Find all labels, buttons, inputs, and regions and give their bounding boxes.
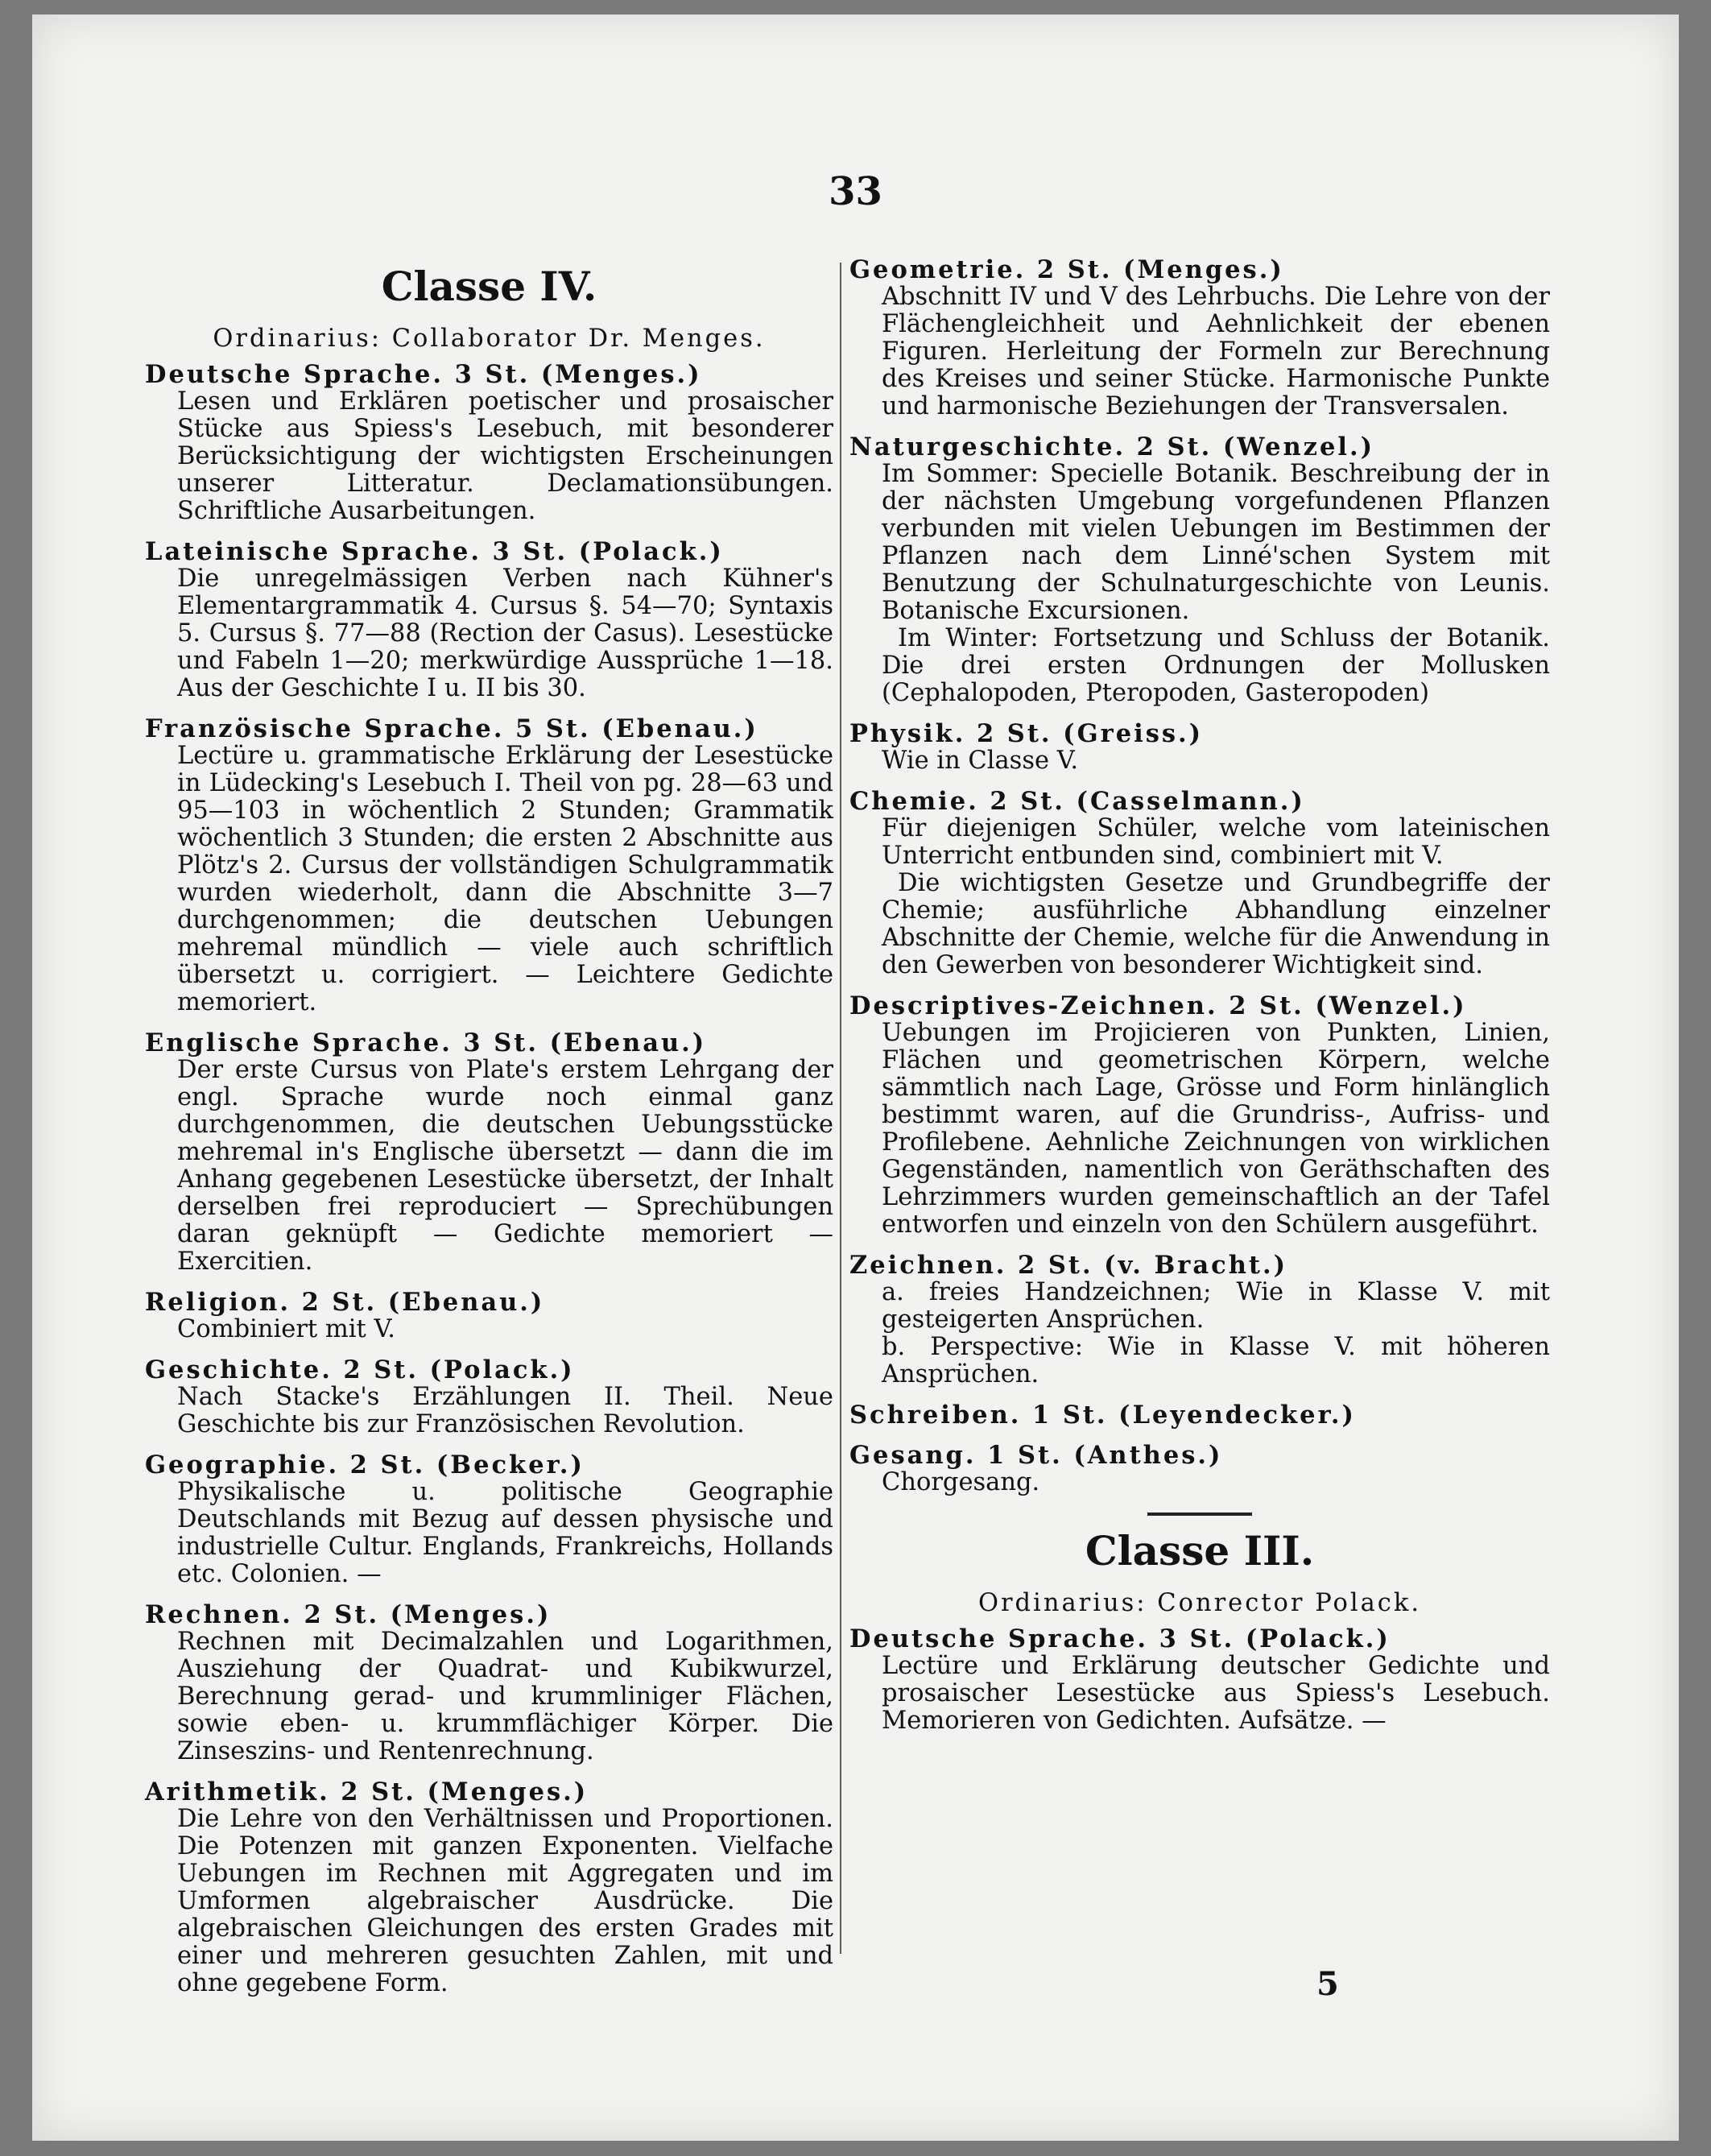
- subject-section: [849, 1401, 1550, 1429]
- classe-iii-subject-list: [849, 1625, 1550, 1735]
- subject-paragraph: Wie in Classe V.: [882, 747, 1079, 775]
- subject-section: [145, 1451, 833, 1588]
- document-page: [32, 14, 1679, 2141]
- subject-section: [145, 538, 833, 702]
- subject-paragraph: Physikalische u. politische Geographie Deutschlands mit Bezug auf dessen physische und industrielle Cultur. Englands, Frankreichs, Hollands etc. Colonien. —: [177, 1478, 833, 1588]
- subject-paragraph: Lectüre und Erklärung deutscher Gedichte und prosaischer Lesestücke aus Spiess's Lesebuch. Memorieren von Gedichten. Aufsätze. —: [882, 1652, 1550, 1735]
- subject-paragraph: Die unregelmässigen Verben nach Kühner's Elementargrammatik 4. Cursus §. 54—70; Syntaxis 5. Cursus §. 77—88 (Rection der Casus). Lesestücke und Fabeln 1—20; merkwürdige Aussprüche 1—18. Aus der Geschichte I u. II bis 30.: [177, 565, 833, 702]
- subject-body: [145, 1057, 833, 1276]
- subject-heading: Physik. 2 St. (Greiss.): [849, 719, 1204, 748]
- left-column: [145, 256, 833, 2010]
- subject-paragraph: Nach Stacke's Erzählungen II. Theil. Neue Geschichte bis zur Französischen Revolution.: [177, 1383, 833, 1438]
- signature-mark: 5: [1316, 1965, 1339, 2003]
- subject-paragraph: Combiniert mit V.: [177, 1315, 395, 1343]
- classe-iv-subject-list-continued: [849, 256, 1550, 1496]
- subject-item-list: [882, 1279, 1550, 1388]
- classe-iv-ordinarius: Ordinarius: Collaborator Dr. Menges.: [213, 325, 766, 353]
- subject-body: [145, 565, 833, 702]
- subject-heading: Geographie. 2 St. (Becker.): [145, 1450, 585, 1479]
- classe-iv-title: Classe IV.: [381, 263, 597, 310]
- subject-heading: Schreiben. 1 St. (Leyendecker.): [849, 1401, 1356, 1430]
- subject-paragraph: Für diejenigen Schüler, welche vom lateinischen Unterricht entbunden sind, combiniert mit V.: [882, 814, 1550, 870]
- subject-paragraph: Die Lehre von den Verhältnissen und Proportionen. Die Potenzen mit ganzen Exponenten. Vielfache Uebungen im Rechnen mit Aggregaten und im Umformen algebraischer Ausdrücke. Die algebraischen Gleichungen des ersten Grades mit einer und mehreren gesuchten Zahlen, mit und ohne gegebene Form.: [177, 1805, 833, 1997]
- subject-heading: Deutsche Sprache. 3 St. (Menges.): [145, 360, 702, 389]
- subject-heading: Geometrie. 2 St. (Menges.): [849, 255, 1284, 284]
- column-divider: [840, 263, 841, 1954]
- subject-paragraph: Abschnitt IV und V des Lehrbuchs. Die Lehre von der Flächengleichheit und Aehnlichkeit der ebenen Figuren. Herleitung der Formeln zur Berechnung des Kreises und seiner Stücke. Harmonische Punkte und harmonische Beziehungen der Transversalen.: [882, 283, 1550, 420]
- subject-section: [145, 361, 833, 525]
- subject-heading: Naturgeschichte. 2 St. (Wenzel.): [849, 432, 1375, 461]
- subject-heading: Englische Sprache. 3 St. (Ebenau.): [145, 1028, 707, 1057]
- subject-section: [849, 1625, 1550, 1735]
- subject-paragraph: Im Sommer: Specielle Botanik. Beschreibung der in der nächsten Umgebung vorgefundenen Pflanzen verbunden mit vielen Uebungen im Bestimmen der Pflanzen nach dem Linné'schen System mit Benutzung der Schulnaturgeschichte von Leunis. Botanische Excursionen.: [882, 460, 1550, 625]
- subject-paragraph: Chorgesang.: [882, 1468, 1040, 1496]
- subject-section: [849, 992, 1550, 1239]
- section-rule: [1147, 1513, 1252, 1516]
- subject-heading: Rechnen. 2 St. (Menges.): [145, 1600, 552, 1629]
- subject-body: [145, 1806, 833, 1997]
- subject-item: a. freies Handzeichnen; Wie in Klasse V. mit gesteigerten Ansprüchen.: [882, 1278, 1550, 1334]
- subject-body: [849, 283, 1550, 420]
- subject-body: [145, 743, 833, 1016]
- subject-section: [145, 1601, 833, 1765]
- subject-body: [849, 1279, 1550, 1388]
- subject-heading: Französische Sprache. 5 St. (Ebenau.): [145, 714, 758, 743]
- subject-body: [145, 1384, 833, 1438]
- subject-section: [849, 256, 1550, 420]
- subject-heading: Arithmetik. 2 St. (Menges.): [145, 1777, 589, 1806]
- subject-section: [145, 1356, 833, 1438]
- subject-section: [145, 715, 833, 1016]
- subject-item: b. Perspective: Wie in Klasse V. mit höheren Ansprüchen.: [882, 1333, 1550, 1388]
- subject-heading: Zeichnen. 2 St. (v. Bracht.): [849, 1251, 1288, 1280]
- subject-section: [145, 1289, 833, 1343]
- subject-body: [145, 1316, 833, 1343]
- subject-paragraph: Im Winter: Fortsetzung und Schluss der Botanik. Die drei ersten Ordnungen der Mollusken (Cephalopoden, Pteropoden, Gasteropoden): [882, 624, 1550, 707]
- subject-section: [849, 1252, 1550, 1388]
- subject-body: [849, 1469, 1550, 1496]
- subject-heading: Deutsche Sprache. 3 St. (Polack.): [849, 1624, 1391, 1653]
- subject-heading: Gesang. 1 St. (Anthes.): [849, 1441, 1223, 1470]
- subject-heading: Religion. 2 St. (Ebenau.): [145, 1288, 545, 1317]
- subject-section: [145, 1029, 833, 1276]
- subject-section: [849, 720, 1550, 775]
- classe-iv-subject-list: [145, 361, 833, 1997]
- subject-paragraph: Lectüre u. grammatische Erklärung der Lesestücke in Lüdecking's Lesebuch I. Theil von pg. 28—63 und 95—103 in wöchentlich 2 Stunden; Grammatik wöchentlich 3 Stunden; die ersten 2 Abschnitte aus Plötz's 2. Cursus der vollständigen Schulgrammatik wurden wiederholt, dann die Abschnitte 3—7 durchgenommen; die deutschen Uebungen mehremal mündlich — viele auch schriftlich übersetzt u. corrigiert. — Leichtere Gedichte memoriert.: [177, 742, 833, 1016]
- subject-heading: Chemie. 2 St. (Casselmann.): [849, 787, 1305, 816]
- subject-body: [145, 388, 833, 525]
- subject-body: [849, 747, 1550, 775]
- subject-paragraph: Lesen und Erklären poetischer und prosaischer Stücke aus Spiess's Lesebuch, mit besonderer Berücksichtigung der wichtigsten Erscheinungen unserer Litteratur. Declamationsübungen. Schriftliche Ausarbeitungen.: [177, 387, 833, 525]
- subject-section: [849, 1442, 1550, 1496]
- subject-paragraph: Uebungen im Projicieren von Punkten, Linien, Flächen und geometrischen Körpern, welche sämmtlich nach Lage, Grösse und Form hinlänglich bestimmt waren, auf die Grundriss-, Aufriss- und Profilebene. Aehnliche Zeichnungen von wirklichen Gegenständen, namentlich von Geräthschaften des Lehrzimmers wurden gemeinschaftlich an der Tafel entworfen und einzeln von den Schülern ausgeführt.: [882, 1019, 1550, 1239]
- classe-iii-title: Classe III.: [1085, 1527, 1315, 1575]
- subject-body: [145, 1479, 833, 1588]
- subject-body: [849, 1020, 1550, 1239]
- page-number: 33: [829, 169, 882, 214]
- subject-section: [145, 1778, 833, 1997]
- subject-paragraph: Der erste Cursus von Plate's erstem Lehrgang der engl. Sprache wurde noch einmal ganz durchgenommen, die deutschen Uebungsstücke mehremal in's Englische übersetzt — dann die im Anhang gegebenen Lesestücke übersetzt, der Inhalt derselben frei reproduciert — Sprechübungen daran geknüpft — Gedichte memoriert — Exercitien.: [177, 1056, 833, 1276]
- subject-heading: Descriptives-Zeichnen. 2 St. (Wenzel.): [849, 991, 1467, 1020]
- subject-body: [145, 1628, 833, 1765]
- subject-paragraph: Rechnen mit Decimalzahlen und Logarithmen, Ausziehung der Quadrat- und Kubikwurzel, Berechnung gerad- und krummliniger Flächen, sowie eben- u. krummflächiger Körper. Die Zinseszins- und Rentenrechnung.: [177, 1628, 833, 1765]
- subject-body: [849, 815, 1550, 979]
- right-column: [849, 256, 1550, 1748]
- subject-paragraph: Die wichtigsten Gesetze und Grundbegriffe der Chemie; ausführliche Abhandlung einzelner Abschnitte der Chemie, welche für die Anwendung in den Gewerben von besonderer Wichtigkeit sind.: [882, 869, 1550, 979]
- subject-section: [849, 788, 1550, 979]
- subject-body: [849, 461, 1550, 707]
- subject-heading: Lateinische Sprache. 3 St. (Polack.): [145, 537, 724, 566]
- subject-body: [849, 1653, 1550, 1735]
- subject-heading: Geschichte. 2 St. (Polack.): [145, 1355, 575, 1384]
- subject-section: [849, 433, 1550, 707]
- classe-iii-ordinarius: Ordinarius: Conrector Polack.: [977, 1589, 1422, 1617]
